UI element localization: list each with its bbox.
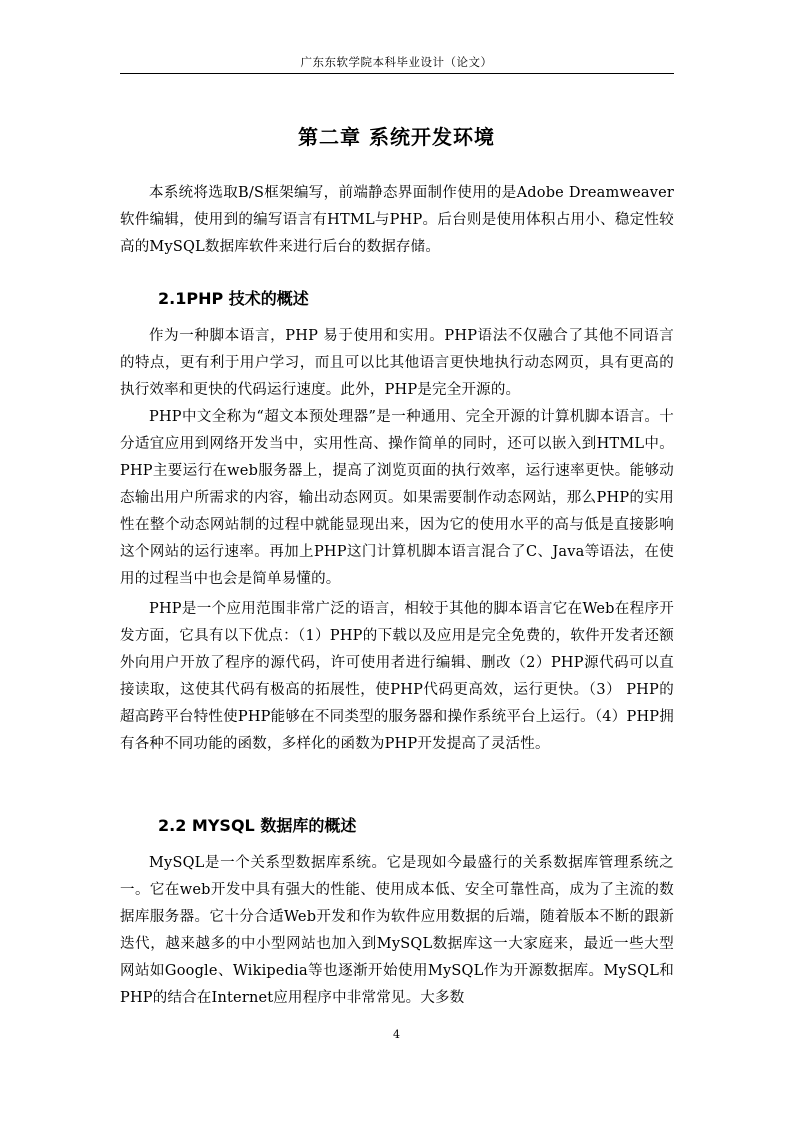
php-paragraph-3: PHP是一个应用范围非常广泛的语言，相较于其他的脚本语言它在Web在程序开发方面，它具有以下优点：（1）PHP的下载以及应用是完全免费的，软件开发者还额外向用户开放了程序的源代码，许可使用者进行编辑、删改（2）PHP源代码可以直接读取，这使其代码有极高的拓展性，使PHP代码更高效，运行更快。（3） PHP的超高跨平台特性使PHP能够在不同类型的服务器和操作系统平台上运行。（4）PHP拥有各种不同功能的函数，多样化的函数为PHP开发提高了灵活性。 [120, 601, 674, 752]
section-heading-php: 2.1PHP 技术的概述 [158, 289, 309, 308]
header-rule [120, 73, 674, 74]
php-paragraph-2: PHP中文全称为“超文本预处理器”是一种通用、完全开源的计算机脚本语言。十分适宜应用到网络开发当中，实用性高、操作简单的同时，还可以嵌入到HTML中。PHP主要运行在web服务器上，提高了浏览页面的执行效率，运行速率更快。能够动态输出用户所需求的内容，输出动态网页。如果需要制作动态网站，那么PHP的实用性在整个动态网站制的过程中就能显现出来，因为它的使用水平的高与低是直接影响这个网站的运行速率。再加上PHP这门计算机脚本语言混合了C、Java等语法，在使用的过程当中也会是简单易懂的。 [120, 409, 674, 587]
mysql-paragraph-1: MySQL是一个关系型数据库系统。它是现如今最盛行的关系数据库管理系统之一。它在web开发中具有强大的性能、使用成本低、安全可靠性高，成为了主流的数据库服务器。它十分合适Web开发和作为软件应用数据的后端，随着版本不断的跟新迭代，越来越多的中小型网站也加入到MySQL数据库这一大家庭来，最近一些大型网站如Google、Wikipedia等也逐渐开始使用MySQL作为开源数据库。MySQL和PHP的结合在Internet应用程序中非常常见。大多数 [120, 855, 674, 1006]
page-header: 广东东软学院本科毕业设计（论文） [300, 55, 493, 69]
page-number: 4 [393, 1028, 400, 1041]
chapter-title: 第二章 系统开发环境 [298, 125, 495, 149]
section-heading-mysql: 2.2 MYSQL 数据库的概述 [158, 816, 357, 835]
intro-paragraph: 本系统将选取B/S框架编写，前端静态界面制作使用的是Adobe Dreamweaver软件编辑，使用到的编写语言有HTML与PHP。后台则是使用体积占用小、稳定性较高的MySQL数据库软件来进行后台的数据存储。 [120, 185, 674, 255]
php-paragraph-1: 作为一种脚本语言，PHP 易于使用和实用。PHP语法不仅融合了其他不同语言的特点，更有利于用户学习，而且可以比其他语言更快地执行动态网页，具有更高的执行效率和更快的代码运行速度。此外，PHP是完全开源的。 [120, 328, 674, 398]
